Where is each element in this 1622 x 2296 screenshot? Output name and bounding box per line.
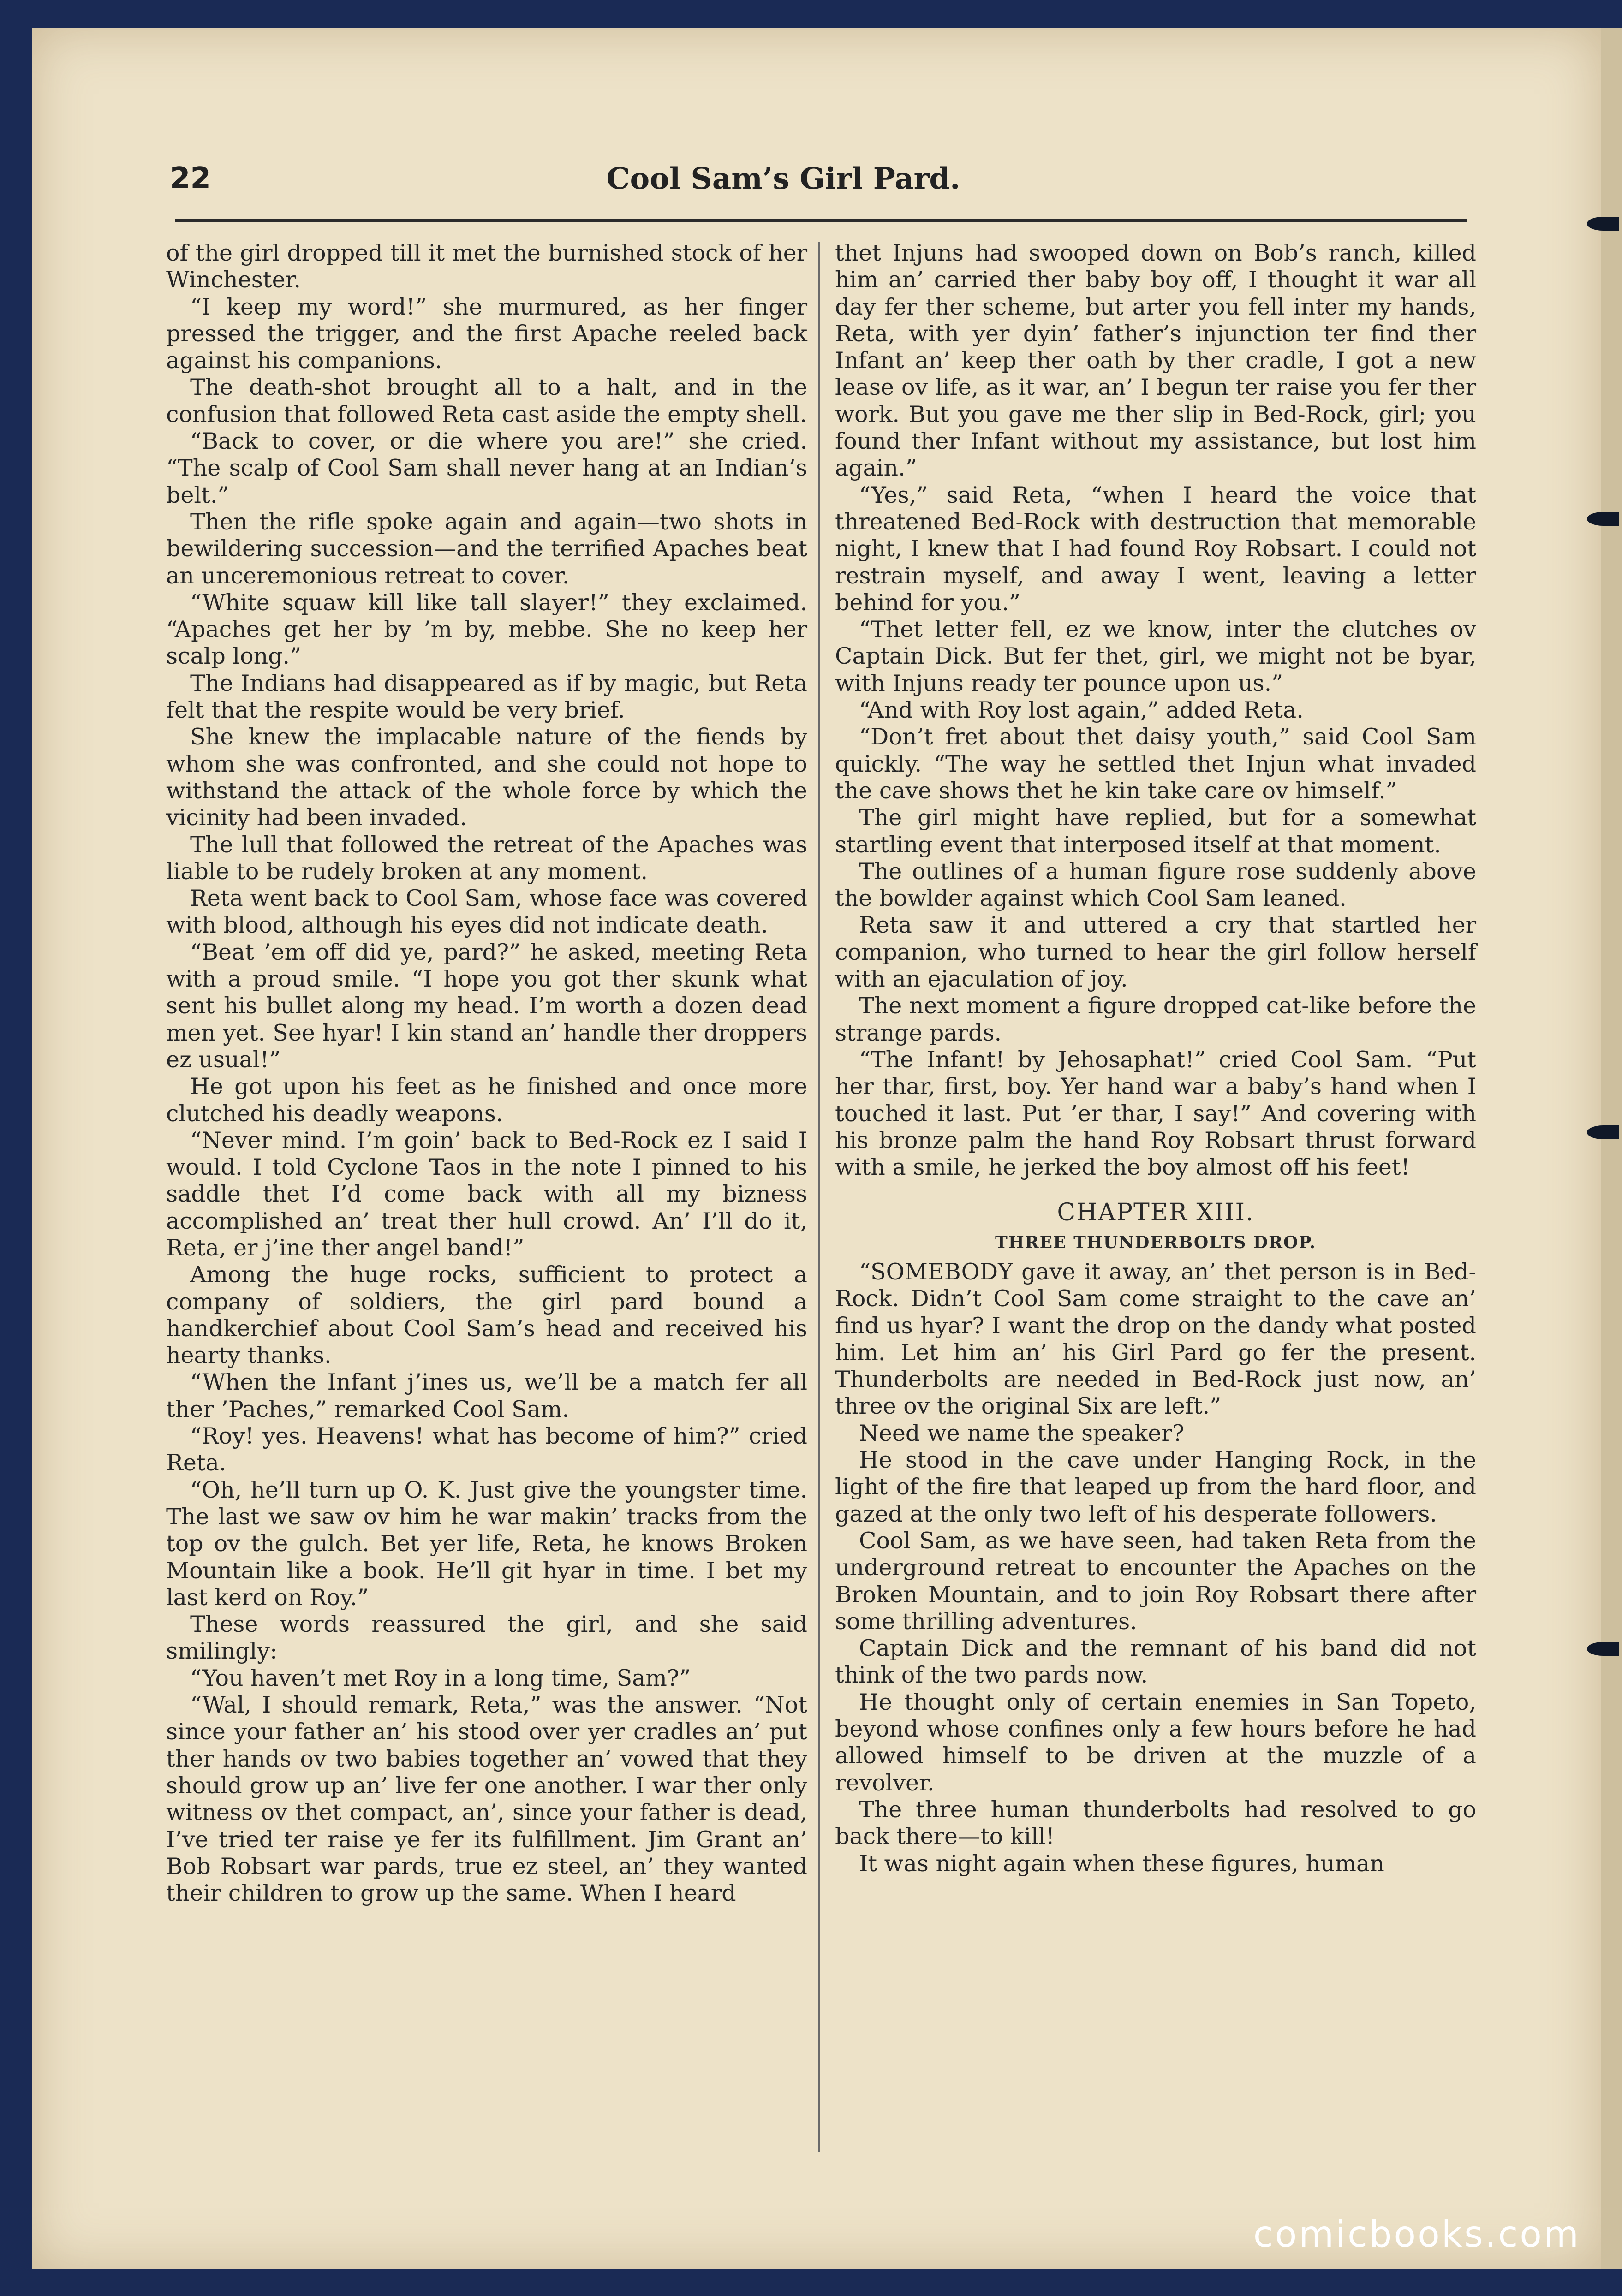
paragraph: “Roy! yes. Heavens! what has become of him?” cried Reta. (166, 1423, 807, 1476)
page-number: 22 (170, 161, 211, 196)
paragraph: These words reassured the girl, and she said smilingly: (166, 1611, 807, 1665)
chapter-subtitle: THREE THUNDERBOLTS DROP. (995, 1232, 1317, 1252)
left-column (166, 240, 807, 1907)
paragraph: Among the huge rocks, sufficient to protect a company of soldiers, the girl pard bound a handkerchief about Cool Sam’s head and received his hearty thanks. (166, 1261, 807, 1369)
chapter-heading: CHAPTER XIII. (1057, 1199, 1254, 1227)
binding-clip (1587, 512, 1619, 526)
binding-clip (1587, 217, 1619, 231)
binding-clip (1587, 1642, 1619, 1656)
paragraph: Reta went back to Cool Sam, whose face was covered with blood, although his eyes did not indicate death. (166, 885, 807, 939)
paragraph: “Beat ’em off did ye, pard?” he asked, meeting Reta with a proud smile. “I hope you got ther skunk what sent his bullet along my head. I’m worth a dozen dead men yet. See hyar! I kin stand an’ handle ther droppers ez usual!” (166, 939, 807, 1073)
paragraph: The next moment a figure dropped cat-like before the strange pards. (835, 993, 1476, 1046)
paragraph: He got upon his feet as he finished and once more clutched his deadly weapons. (166, 1073, 807, 1127)
paragraph: Cool Sam, as we have seen, had taken Reta from the underground retreat to encounter the Apaches on the Broken Mountain, and to join Roy Robsart there after some thrilling adventures. (835, 1527, 1476, 1635)
paragraph: “Don’t fret about thet daisy youth,” said Cool Sam quickly. “The way he settled thet Injun what invaded the cave shows thet he kin take care ov himself.” (835, 724, 1476, 804)
page-edge (1601, 28, 1622, 2269)
paragraph: The girl might have replied, but for a somewhat startling event that interposed itself at that moment. (835, 804, 1476, 858)
paragraph: The Indians had disappeared as if by magic, but Reta felt that the respite would be very brief. (166, 670, 807, 724)
right-column (835, 240, 1476, 1877)
header-rule (175, 219, 1467, 222)
paragraph: “Oh, he’ll turn up O. K. Just give the youngster time. The last we saw ov him he war makin’ tracks from the top ov the gulch. Bet yer life, Reta, he knows Broken Mountain like a book. He’ll git hyar in time. I bet my last kerd on Roy.” (166, 1476, 807, 1611)
paragraph: She knew the implacable nature of the fiends by whom she was confronted, and she could not hope to withstand the attack of the whole force by which the vicinity had been invaded. (166, 724, 807, 831)
paragraph: Need we name the speaker? (859, 1420, 1185, 1446)
paragraph: “Back to cover, or die where you are!” she cried. “The scalp of Cool Sam shall never hang at an Indian’s belt.” (166, 428, 807, 508)
paragraph: He stood in the cave under Hanging Rock, in the light of the fire that leaped up from the hard floor, and gazed at the only two left of his desperate followers. (835, 1447, 1476, 1527)
paragraph: Captain Dick and the remnant of his band did not think of the two pards now. (835, 1635, 1476, 1689)
paragraph: He thought only of certain enemies in San Topeto, beyond whose confines only a few hours before he had allowed himself to be driven at the muzzle of a revolver. (835, 1689, 1476, 1796)
paragraph: It was night again when these figures, human (859, 1850, 1384, 1877)
paragraph: “SOMEBODY gave it away, an’ thet person is in Bed-Rock. Didn’t Cool Sam come straight to the cave an’ find us hyar? I want the drop on the dandy what posted him. Let him an’ his Girl Pard go fer the present. Thunderbolts are needed in Bed-Rock just now, an’ three ov the original Six are left.” (835, 1258, 1476, 1420)
paragraph: The death-shot brought all to a halt, and in the confusion that followed Reta cast aside the empty shell. (166, 374, 807, 428)
binding-clip (1587, 1125, 1619, 1139)
paragraph: The outlines of a human figure rose suddenly above the bowlder against which Cool Sam leaned. (835, 858, 1476, 912)
paragraph: thet Injuns had swooped down on Bob’s ranch, killed him an’ carried ther baby boy off, I thought it war all day fer ther scheme, but arter you fell inter my hands, Reta, with yer dyin’ father’s injunction ter find ther Infant an’ keep ther oath by ther cradle, I got a new lease ov life, as it war, an’ I begun ter raise you fer ther work. But you gave me ther slip in Bed-Rock, girl; you found ther Infant without my assistance, but lost him again.” (835, 240, 1476, 482)
paragraph: “I keep my word!” she murmured, as her finger pressed the trigger, and the first Apache reeled back against his companions. (166, 293, 807, 374)
paragraph: “The Infant! by Jehosaphat!” cried Cool Sam. “Put her thar, first, boy. Yer hand war a baby’s hand when I touched it last. Put ’er thar, I say!” And covering with his bronze palm the hand Roy Robsart thrust forward with a smile, he jerked the boy almost off his feet! (835, 1046, 1476, 1181)
paragraph: “White squaw kill like tall slayer!” they exclaimed. “Apaches get her by ’m by, mebbe. She no keep her scalp long.” (166, 589, 807, 670)
watermark: comicbooks.com (1253, 2214, 1580, 2255)
paragraph: Reta saw it and uttered a cry that startled her companion, who turned to hear the girl follow herself with an ejaculation of joy. (835, 912, 1476, 993)
paragraph: “Never mind. I’m goin’ back to Bed-Rock ez I said I would. I told Cyclone Taos in the note I pinned to his saddle thet I’d come back with all my bizness accomplished an’ treat ther hull crowd. An’ I’ll do it, Reta, er j’ine ther angel band!” (166, 1127, 807, 1261)
paragraph: of the girl dropped till it met the burnished stock of her Winchester. (166, 240, 807, 293)
paragraph: “Wal, I should remark, Reta,” was the answer. “Not since your father an’ his stood over yer cradles an’ put ther hands ov two babies together an’ vowed that they should grow up an’ live fer one another. I war ther only witness ov thet compact, an’, since your father is dead, I’ve tried ter raise ye fer its fulfillment. Jim Grant an’ Bob Robsart war pards, true ez steel, an’ they wanted their children to grow up the same. When I heard (166, 1692, 807, 1907)
paragraph: Then the rifle spoke again and again—two shots in bewildering succession—and the terrified Apaches beat an unceremonious retreat to cover. (166, 508, 807, 589)
running-header (170, 157, 1397, 212)
paragraph: “Yes,” said Reta, “when I heard the voice that threatened Bed-Rock with destruction that memorable night, I knew that I had found Roy Robsart. I could not restrain myself, and away I went, leaving a letter behind for you.” (835, 482, 1476, 616)
paragraph: The lull that followed the retreat of the Apaches was liable to be rudely broken at any moment. (166, 831, 807, 885)
paragraph: “When the Infant j’ines us, we’ll be a match fer all ther ’Paches,” remarked Cool Sam. (166, 1369, 807, 1422)
paragraph: “And with Roy lost again,” added Reta. (859, 697, 1304, 724)
running-title: Cool Sam’s Girl Pard. (606, 161, 960, 196)
paragraph: “You haven’t met Roy in a long time, Sam?” (190, 1665, 691, 1691)
column-divider (818, 242, 820, 2152)
paragraph: The three human thunderbolts had resolved to go back there—to kill! (835, 1796, 1476, 1850)
paragraph: “Thet letter fell, ez we know, inter the clutches ov Captain Dick. But fer thet, girl, we might not be byar, with Injuns ready ter pounce upon us.” (835, 616, 1476, 696)
